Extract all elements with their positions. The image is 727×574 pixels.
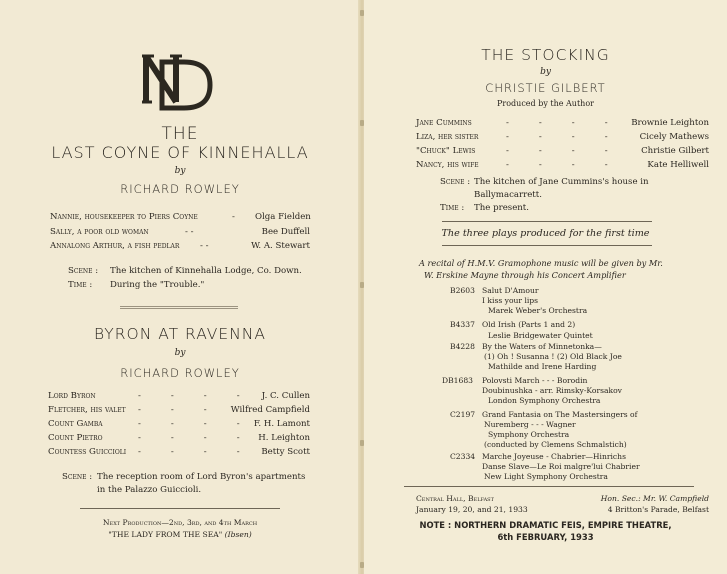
play2-cast-actor: Betty Scott <box>261 447 310 457</box>
section-rule <box>442 245 652 246</box>
play2-cast-role: Count Gamba <box>48 419 103 429</box>
play3-time-label: Time : <box>440 203 465 213</box>
play2-cast-role: Fletcher, his valet <box>48 405 126 415</box>
play2-author: RICHARD ROWLEY <box>120 366 240 380</box>
play2-cast-role: Countess Guiccioli <box>48 447 127 457</box>
play1-cast-role: Annalong Arthur, a fish pedlar <box>50 241 180 251</box>
play2-title: BYRON AT RAVENNA <box>94 325 266 343</box>
recital-line2: W. Erskine Mayne through his Concert Amplifier <box>424 270 626 280</box>
play1-cast-actor: Olga Fielden <box>255 212 311 222</box>
cast-leader-dashes: ---- <box>138 447 270 457</box>
play3-cast-actor: Kate Helliwell <box>647 160 709 170</box>
record-line: Marek Weber's Orchestra <box>488 306 588 315</box>
section-divider <box>120 308 238 309</box>
record-line: Polovsti March - - - Borodin <box>482 376 588 385</box>
next-production-line2 <box>0 530 360 539</box>
recital-line1: A recital of H.M.V. Gramophone music will be given by Mr. <box>419 258 663 268</box>
record-line: (1) Oh ! Susanna ! (2) Old Black Joe <box>484 352 622 361</box>
address: 4 Britton's Parade, Belfast <box>607 505 709 514</box>
record-line: Danse Slave—Le Roi malgre'lui Chabrier <box>482 462 640 471</box>
play1-time: During the "Trouble." <box>110 280 205 290</box>
play3-cast-actor: Christie Gilbert <box>641 146 709 156</box>
play1-by: by <box>174 166 186 176</box>
record-line: New Light Symphony Orchestra <box>484 472 608 481</box>
record-code: B4228 <box>450 342 475 351</box>
record-code: B2603 <box>450 286 475 295</box>
play3-cast-role: Nancy, his wife <box>416 160 479 170</box>
section-rule <box>442 221 652 222</box>
play1-cast-dashes: - - <box>200 241 209 251</box>
record-line: Doubinushka - arr. Rimsky-Korsakov <box>482 386 622 395</box>
play3-cast-role: Jane Cummins <box>416 118 472 128</box>
play1-cast-actor: Bee Duffell <box>261 227 310 237</box>
record-code: C2334 <box>450 452 476 461</box>
play3-cast-actor: Cicely Mathews <box>639 132 709 142</box>
play2-cast-actor: Wilfred Campfield <box>230 405 310 415</box>
play1-cast-dashes: - <box>232 212 235 222</box>
footer-rule <box>80 508 280 509</box>
play1-cast-dashes: - - <box>185 227 194 237</box>
next-production-title: "THE LADY FROM THE SEA" <box>108 530 223 539</box>
record-code: DB1683 <box>442 376 473 385</box>
play3-produced-by: Produced by the Author <box>497 99 594 108</box>
play1-cast-actor: W. A. Stewart <box>251 241 310 251</box>
nd-monogram-logo <box>140 48 218 116</box>
venue: Central Hall, Belfast <box>416 494 494 503</box>
play2-by: by <box>174 348 186 358</box>
three-plays-note: The three plays produced for the first time <box>441 228 650 239</box>
record-line: Leslie Bridgewater Quintet <box>488 331 593 340</box>
right-page <box>364 0 727 574</box>
cast-leader-dashes: ---- <box>506 146 638 156</box>
record-line: (conducted by Clemens Schmalstich) <box>484 440 627 449</box>
section-divider <box>120 306 238 307</box>
play3-cast-role: "Chuck" Lewis <box>416 146 476 156</box>
play3-by: by <box>540 67 551 77</box>
play1-author: RICHARD ROWLEY <box>120 182 240 196</box>
record-code: B4337 <box>450 320 475 329</box>
next-production-line1: Next Production—2nd, 3rd, and 4th March <box>102 518 258 527</box>
record-line: Old Irish (Parts 1 and 2) <box>482 320 576 329</box>
next-production-author: (Ibsen) <box>224 530 252 539</box>
play3-scene-label: Scene : <box>440 177 471 187</box>
note-line2: 6th FEBRUARY, 1933 <box>497 532 594 542</box>
play3-cast-role: Liza, her sister <box>416 132 479 142</box>
play2-cast-role: Count Pietro <box>48 433 103 443</box>
play2-cast-role: Lord Byron <box>48 391 96 401</box>
play3-time: The present. <box>474 203 529 213</box>
left-page <box>0 0 360 574</box>
play3-author: CHRISTIE GILBERT <box>485 81 606 95</box>
cast-leader-dashes: ---- <box>138 433 270 443</box>
record-line: Grand Fantasia on The Mastersingers of <box>482 410 638 419</box>
play1-scene-label: Scene : <box>68 266 99 276</box>
play1-cast-role: Nannie, housekeeper to Piers Coyne <box>50 212 198 222</box>
record-line: By the Waters of Minnetonka— <box>482 342 602 351</box>
cast-leader-dashes: ---- <box>138 419 270 429</box>
play2-scene-label: Scene : <box>62 472 93 482</box>
note-line1: NOTE : NORTHERN DRAMATIC FEIS, EMPIRE THEATRE, <box>419 520 672 530</box>
play1-scene: The kitchen of Kinnehalla Lodge, Co. Down. <box>110 266 302 276</box>
hon-sec: Hon. Sec.: Mr. W. Campfield <box>600 494 709 503</box>
play2-cast-actor: H. Leighton <box>258 433 310 443</box>
record-line: Mathilde and Irene Harding <box>488 362 597 371</box>
play1-title-line2: LAST COYNE OF KINNEHALLA <box>51 143 309 162</box>
record-line: Nuremberg - - - Wagner <box>484 420 576 429</box>
record-line: Salut D'Amour <box>482 286 539 295</box>
footer-rule <box>404 486 694 487</box>
play1-cast-role: Sally, a poor old woman <box>50 227 149 237</box>
cast-leader-dashes: ---- <box>138 391 270 401</box>
play2-cast-actor: F. H. Lamont <box>253 419 310 429</box>
play2-scene-line1: The reception room of Lord Byron's apartments <box>97 472 306 482</box>
play3-scene-line1: The kitchen of Jane Cummins's house in <box>474 177 649 187</box>
play1-title-line1: THE <box>161 124 199 144</box>
play2-scene-line2: in the Palazzo Guiccioli. <box>97 485 202 495</box>
play3-cast-actor: Brownie Leighton <box>631 118 709 128</box>
play3-title: THE STOCKING <box>481 46 610 64</box>
play1-time-label: Time : <box>68 280 93 290</box>
cast-leader-dashes: ---- <box>506 132 638 142</box>
record-line: London Symphony Orchestra <box>488 396 601 405</box>
cast-leader-dashes: ---- <box>506 118 638 128</box>
record-line: Symphony Orchestra <box>488 430 570 439</box>
record-line: I kiss your lips <box>482 296 539 305</box>
dates: January 19, 20, and 21, 1933 <box>416 505 528 514</box>
record-code: C2197 <box>450 410 476 419</box>
play2-cast-actor: J. C. Cullen <box>261 391 310 401</box>
record-line: Marche Joyeuse - Chabrier—Hinrichs <box>482 452 626 461</box>
cast-leader-dashes: --- <box>138 405 237 415</box>
cast-leader-dashes: ---- <box>506 160 638 170</box>
play3-scene-line2: Ballymacarrett. <box>474 190 542 200</box>
